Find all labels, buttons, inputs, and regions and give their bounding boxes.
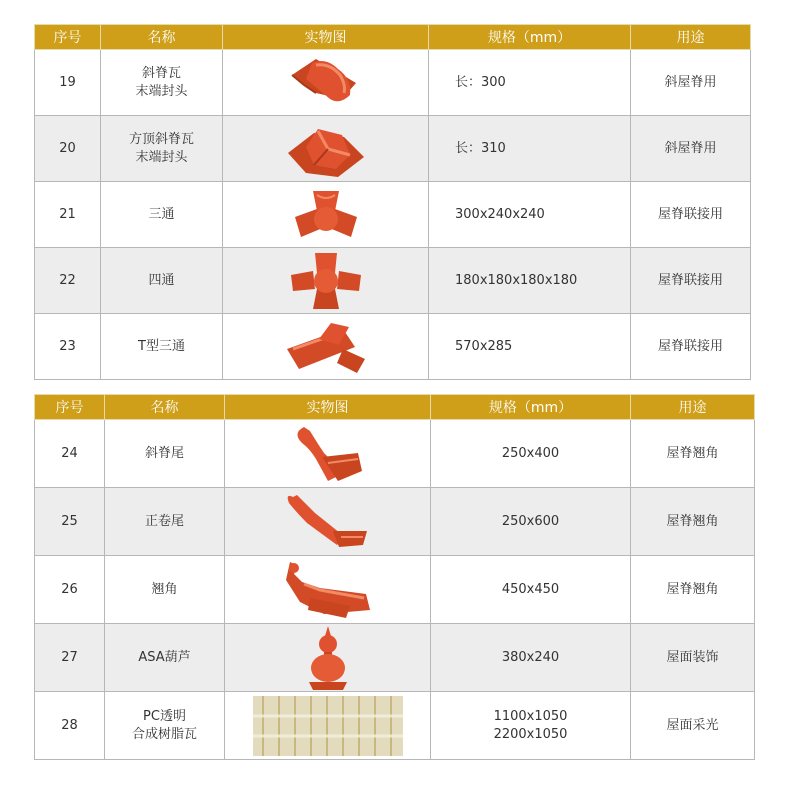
row-name: 四通 xyxy=(101,248,223,314)
row-name: 三通 xyxy=(101,182,223,248)
t-connector-image xyxy=(223,319,428,375)
row-number: 23 xyxy=(35,314,101,380)
row-number: 21 xyxy=(35,182,101,248)
row-spec: 180x180x180x180 xyxy=(429,248,631,314)
header-photo: 实物图 xyxy=(223,25,429,50)
header-name: 名称 xyxy=(101,25,223,50)
row-name-line: 合成树脂瓦 xyxy=(131,726,197,742)
table-row xyxy=(35,488,755,556)
row-name xyxy=(105,692,225,760)
row-name-line: 末端封头 xyxy=(135,149,188,165)
row-number: 19 xyxy=(35,50,101,116)
row-photo xyxy=(225,624,431,692)
row-use: 屋脊联接用 xyxy=(631,182,751,248)
row-number: 25 xyxy=(35,488,105,556)
row-number: 22 xyxy=(35,248,101,314)
row-spec-line: 2200x1050 xyxy=(493,726,568,742)
row-use: 屋脊翘角 xyxy=(631,488,755,556)
header-name: 名称 xyxy=(105,395,225,420)
row-number: 27 xyxy=(35,624,105,692)
row-photo xyxy=(225,556,431,624)
row-spec: 380x240 xyxy=(431,624,631,692)
table-row xyxy=(35,420,755,488)
table-row xyxy=(35,624,755,692)
row-use: 屋脊联接用 xyxy=(631,314,751,380)
ridge-tail-image xyxy=(225,423,430,485)
product-table-2 xyxy=(34,394,755,760)
row-photo xyxy=(223,182,429,248)
row-photo xyxy=(223,116,429,182)
four-way-connector-image xyxy=(223,251,428,311)
row-spec: 长：310 xyxy=(429,116,631,182)
header-number: 序号 xyxy=(35,25,101,50)
row-name xyxy=(101,50,223,116)
row-photo xyxy=(223,50,429,116)
row-name-line: 方顶斜脊瓦 xyxy=(128,131,194,147)
gourd-finial-image xyxy=(225,626,430,690)
header-spec: 规格（mm） xyxy=(429,25,631,50)
header-spec: 规格（mm） xyxy=(431,395,631,420)
row-photo xyxy=(223,314,429,380)
row-spec: 250x400 xyxy=(431,420,631,488)
row-use: 斜屋脊用 xyxy=(631,116,751,182)
row-spec: 长：300 xyxy=(429,50,631,116)
upturned-corner-image xyxy=(225,558,430,622)
table-row xyxy=(35,314,751,380)
square-ridge-end-cap-image xyxy=(223,119,428,179)
header-photo: 实物图 xyxy=(225,395,431,420)
row-number: 28 xyxy=(35,692,105,760)
row-use: 屋脊翘角 xyxy=(631,420,755,488)
curled-tail-image xyxy=(225,491,430,553)
row-photo xyxy=(225,488,431,556)
table-row xyxy=(35,692,755,760)
row-name: ASA葫芦 xyxy=(105,624,225,692)
table-row xyxy=(35,50,751,116)
row-use: 屋面采光 xyxy=(631,692,755,760)
row-spec: 570x285 xyxy=(429,314,631,380)
row-spec: 300x240x240 xyxy=(429,182,631,248)
header-number: 序号 xyxy=(35,395,105,420)
row-number: 24 xyxy=(35,420,105,488)
product-table-1 xyxy=(34,24,751,380)
row-name: 正卷尾 xyxy=(105,488,225,556)
header-use: 用途 xyxy=(631,395,755,420)
row-spec: 450x450 xyxy=(431,556,631,624)
row-photo xyxy=(225,692,431,760)
row-name: 斜脊尾 xyxy=(105,420,225,488)
row-use: 屋脊联接用 xyxy=(631,248,751,314)
row-photo xyxy=(225,420,431,488)
table-header-row xyxy=(35,395,755,420)
row-name-line: PC透明 xyxy=(143,708,186,724)
table-row xyxy=(35,248,751,314)
row-name-line: 末端封头 xyxy=(135,83,188,99)
table-row xyxy=(35,116,751,182)
row-use: 斜屋脊用 xyxy=(631,50,751,116)
row-spec: 250x600 xyxy=(431,488,631,556)
three-way-connector-image xyxy=(223,187,428,243)
row-number: 26 xyxy=(35,556,105,624)
pc-transparent-sheet-image xyxy=(225,696,430,756)
header-use: 用途 xyxy=(631,25,751,50)
row-name xyxy=(101,116,223,182)
row-photo xyxy=(223,248,429,314)
row-name: T型三通 xyxy=(101,314,223,380)
row-use: 屋面装饰 xyxy=(631,624,755,692)
table-row xyxy=(35,556,755,624)
row-spec-line: 1100x1050 xyxy=(493,708,568,724)
ridge-end-cap-image xyxy=(223,55,428,111)
row-name: 翘角 xyxy=(105,556,225,624)
table-header-row xyxy=(35,25,751,50)
row-use: 屋脊翘角 xyxy=(631,556,755,624)
table-row xyxy=(35,182,751,248)
row-number: 20 xyxy=(35,116,101,182)
row-name-line: 斜脊瓦 xyxy=(141,65,181,81)
row-spec xyxy=(431,692,631,760)
